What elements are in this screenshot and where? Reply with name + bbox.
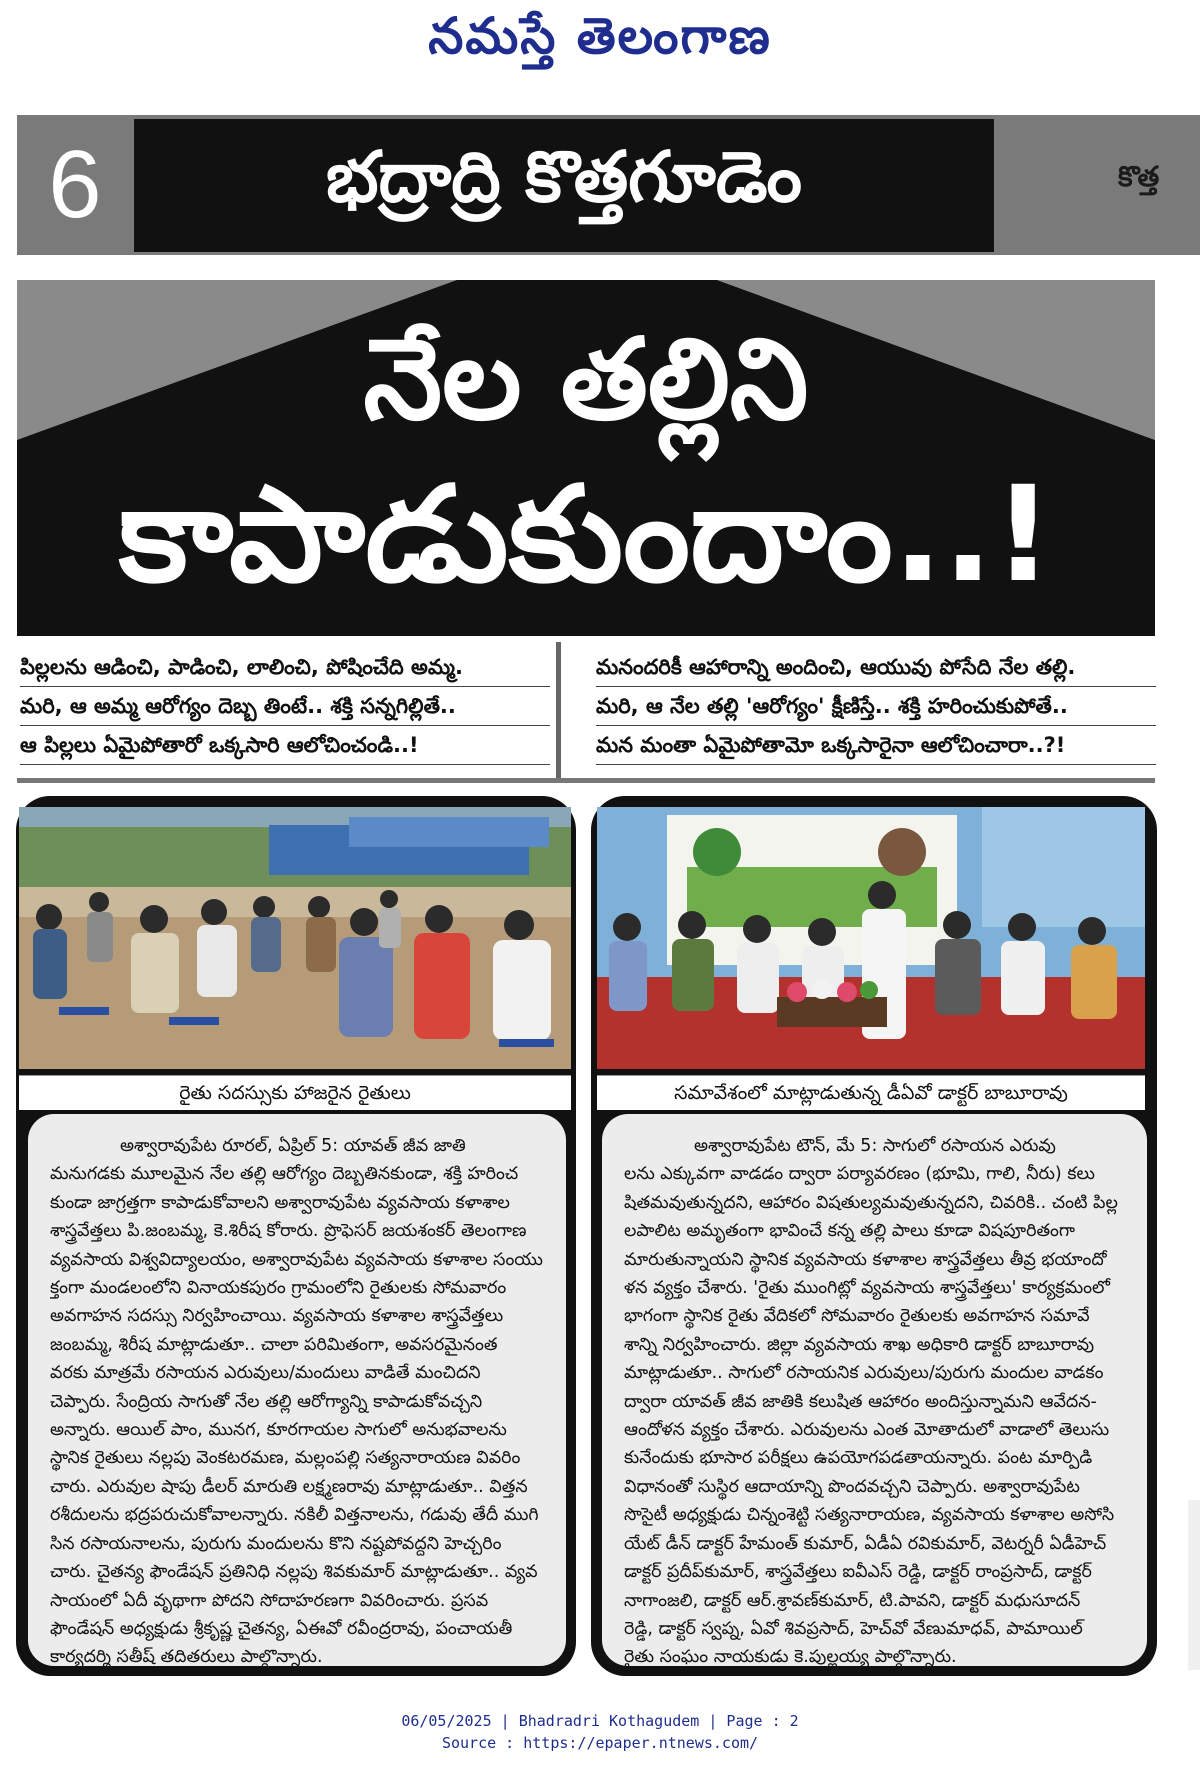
verse-line: మరి, ఆ నేల తల్లి 'ఆరోగ్యం' క్షీణిస్తే.. శక్తి హరించుకుపోతే..	[596, 687, 1156, 726]
story-body-right	[602, 1114, 1147, 1666]
page-number: 6	[48, 131, 102, 238]
text-line: అవగాహన సదస్సు నిర్వహించాయి. వ్యవసాయ కళాశాల శాస్త్రవేత్తలు	[50, 1306, 504, 1327]
text-line: యేట్‌ డీన్‌ డాక్టర్‌ హేమంత్‌ కుమార్‌, ఏడీఏ రవికుమార్‌, వెటర్నరీ ఏడీహెచ్‌	[624, 1533, 1107, 1554]
verse-line: మరి, ఆ అమ్మ ఆరోగ్యం దెబ్బ తింటే.. శక్తి సన్నగిల్లితే..	[20, 687, 550, 726]
text-line: షితమవుతున్నదని, ఆహారం విషతుల్యమవుతున్నదని, చివరికి.. చంటి పిల్ల	[624, 1192, 1118, 1213]
text-line: భాగంగా స్థానిక రైతు వేదికలో సోమవారం రైతులకు అవగాహన సమావే	[624, 1306, 1090, 1327]
text-line: మారుతున్నాయని స్థానిక వ్యవసాయ కళాశాల శాస్త్రవేత్తలు తీవ్ర భయాందో	[624, 1249, 1107, 1270]
adjacent-column-edge	[1188, 1500, 1200, 1670]
text-line: సాయంలో ఏదీ వృథాగా పోదని సోదాహరణగా వివరించారు. ప్రసవ	[50, 1590, 489, 1611]
footer-date-page: 06/05/2025 | Bhadradri Kothagudem | Page : 2	[401, 1712, 799, 1730]
text-line: లపాలిట అమృతంగా భావించే కన్న తల్లి పాలు కూడా విషపూరితంగా	[624, 1221, 1076, 1242]
text-line: రైతు సంఘం నాయకుడు కె.పుల్లయ్య పాల్గొన్నారు.	[624, 1647, 957, 1668]
text-line: జంబమ్మ, శిరీష మాట్లాడుతూ.. చాలా పరిమితంగా, అవసరమైనంత	[50, 1334, 498, 1355]
headline-line-1: నేల తల్లిని	[363, 315, 809, 445]
text-line: వ్యవసాయ విశ్వవిద్యాలయం, అశ్వారావుపేట వ్యవసాయ కళాశాల సంయు	[50, 1249, 543, 1270]
photo-caption-left: రైతు సదస్సుకు హాజరైన రైతులు	[19, 1075, 571, 1110]
text-line: వరకు మాత్రమే రసాయన ఎరువులు/మందులు వాడితే మంచిదని	[50, 1363, 481, 1384]
text-line: అశ్వారావుపేట రూరల్‌, ఏప్రిల్‌ 5: యావత్‌ జీవ జాతి	[120, 1136, 466, 1156]
text-line: క్తంగా మండలంలోని వినాయకపురం గ్రామంలోని రైతులకు సోమవారం	[50, 1278, 507, 1299]
text-line: చారు. ఎరువుల షాపు డీలర్‌ మారుతి లక్ష్మణరావు మాట్లాడుతూ.. విత్తన	[50, 1476, 528, 1497]
text-line: కార్యదర్శి సతీష్‌ తదితరులు పాల్గొన్నారు.	[50, 1647, 323, 1668]
verse-line: మనందరికీ ఆహారాన్ని అందించి, ఆయువు పోసేది నేల తల్లి.	[596, 648, 1156, 687]
text-line: రశీదులను భద్రపరుచుకోవాలన్నారు. నకిలీ విత్తనాలను, గడువు తేదీ ముగి	[50, 1505, 539, 1526]
text-line: శాస్త్రవేత్తలు పి.జంబమ్మ, కె.శిరీష కోరారు. ప్రొఫెసర్‌ జయశంకర్‌ తెలంగాణ	[50, 1221, 527, 1242]
district-title: భద్రాద్రి కొత్తగూడెం	[134, 119, 994, 252]
text-line: చారు. చైతన్య ఫౌండేషన్‌ ప్రతినిధి నల్లపు శివకుమార్‌ మాట్లాడుతూ.. వ్యవ	[50, 1562, 538, 1583]
text-line: స్థానిక రైతులు నల్లపు వెంకటరమణ, మల్లంపల్లి సత్యనారాయణ వివరిం	[50, 1448, 521, 1469]
text-line: మాట్లాడుతూ.. సాగులో రసాయనిక ఎరువులు/పురుగు మందుల వాడకం	[624, 1363, 1104, 1384]
verse-line: ఆ పిల్లలు ఏమైపోతారో ఒక్కసారి ఆలోచించండి..!	[20, 726, 550, 765]
section-rule	[17, 778, 1155, 783]
headline-line-2: కాపాడుకుందాం..!	[118, 458, 1054, 612]
text-line: చెప్పారు. సేంద్రియ సాగుతో నేల తల్లి ఆరోగ్యాన్ని కాపాడుకోవచ్చని	[50, 1391, 483, 1412]
text-line: నాగాంజలి, డాక్టర్‌ ఆర్‌.శ్రావణ్‌కుమార్‌, టి.పావని, డాక్టర్‌ మధుసూదన్‌	[624, 1590, 1081, 1611]
intro-verse-left	[20, 648, 550, 765]
photo-farmers-meeting	[19, 807, 571, 1069]
text-line: మనుగడకు మూలమైన నేల తల్లి ఆరోగ్యం దెబ్బతినకుండా, శక్తి హరించ	[50, 1164, 519, 1185]
photo-caption-right: సమావేశంలో మాట్లాడుతున్న డీఏవో డాక్టర్‌ బాబూరావు	[597, 1075, 1145, 1110]
story-body-left	[28, 1114, 566, 1666]
band-edge-text: కొత్త	[1118, 160, 1160, 193]
text-line: ళన వ్యక్తం చేశారు. 'రైతు ముంగిట్లో వ్యవసాయ శాస్త్రవేత్తలు' కార్యక్రమంలో	[624, 1278, 1111, 1299]
text-line: కుండా జాగ్రత్తగా కాపాడుకోవాలని అశ్వారావుపేట వ్యవసాయ కళాశాల	[50, 1192, 510, 1213]
intro-verse-right	[596, 648, 1156, 765]
text-line: కునేందుకు భూసార పరీక్షలు ఉపయోగపడతాయన్నారు. పంట మార్పిడి	[624, 1448, 1093, 1469]
photo-stage-speaker	[597, 807, 1145, 1069]
masthead-logo: నమస్తే తెలంగాణ	[428, 6, 772, 65]
text-line: ద్వారా యావత్‌ జీవ జాతికి కలుషిత ఆహారం అందిస్తున్నామని ఆవేదన-	[624, 1391, 1097, 1412]
text-line: సొసైటీ అధ్యక్షుడు చిన్నంశెట్టి సత్యనారాయణ, వ్యవసాయ కళాశాల అసోసి	[624, 1505, 1115, 1526]
text-line: అన్నారు. ఆయిల్‌ పాం, మునగ, కూరగాయల సాగులో అనుభవాలను	[50, 1420, 507, 1441]
verse-line: పిల్లలను ఆడించి, పాడించి, లాలించి, పోషించేది అమ్మ.	[20, 648, 550, 687]
column-divider	[556, 642, 561, 778]
text-line: రెడ్డి, డాక్టర్‌ స్వప్న, ఏవో శివప్రసాద్‌, హెచ్‌వో వేణుమాధవ్‌, పామాయిల్‌	[624, 1618, 1083, 1639]
text-line: లను ఎక్కువగా వాడడం ద్వారా పర్యావరణం (భూమి, గాలి, నీరు) కలు	[624, 1164, 1095, 1185]
text-line: డాక్టర్‌ ప్రదీప్‌కుమార్‌, శాస్త్రవేత్తలు ఐవీఎస్‌ రెడ్డి, డాక్టర్‌ రాంప్రసాద్‌, డాక్టర్‌	[624, 1562, 1092, 1583]
text-line: సిన రసాయనాలను, పురుగు మందులను కొని నష్టపోవద్దని హెచ్చరిం	[50, 1533, 502, 1554]
text-line: ఫౌండేషన్‌ అధ్యక్షుడు శ్రీకృష్ణ చైతన్య, ఏఈవో రవీంద్రరావు, పంచాయతీ	[50, 1618, 513, 1639]
text-line: శాన్ని నిర్వహించారు. జిల్లా వ్యవసాయ శాఖ అధికారి డాక్టర్‌ బాబూరావు	[624, 1334, 1095, 1355]
text-line: విధానంతో సుస్థిర ఆదాయాన్ని పొందవచ్చని చెప్పారు. అశ్వారావుపేట	[624, 1476, 1080, 1497]
text-line: అశ్వారావుపేట టౌన్‌, మే 5: సాగులో రసాయన ఎరువు	[694, 1136, 1056, 1156]
verse-line: మన మంతా ఏమైపోతామో ఒక్కసారైనా ఆలోచించారా..?!	[596, 726, 1156, 765]
text-line: ఆందోళన వ్యక్తం చేశారు. ఎరువులను ఎంత మోతాదులో వాడాలో తెలుసు	[624, 1420, 1110, 1441]
footer-source-link[interactable]: Source : https://epaper.ntnews.com/	[441, 1734, 759, 1752]
